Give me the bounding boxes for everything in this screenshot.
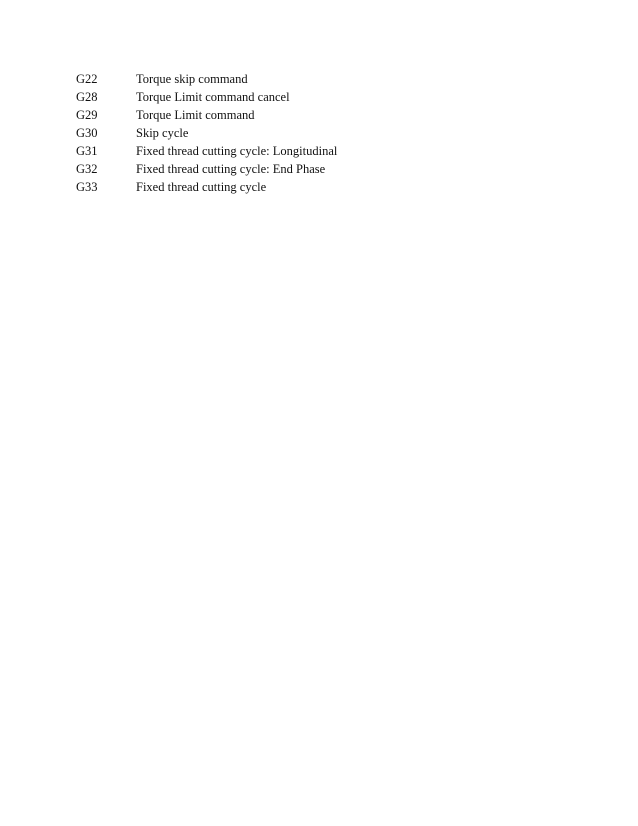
- gcode-code: G29: [76, 108, 98, 122]
- gcode-code: G22: [76, 72, 98, 86]
- table-row: [76, 124, 337, 142]
- gcode-code: G28: [76, 90, 98, 104]
- table-row: [76, 70, 337, 88]
- gcode-table: [76, 70, 337, 196]
- table-row: [76, 160, 337, 178]
- gcode-code: G31: [76, 144, 98, 158]
- table-row: [76, 106, 337, 124]
- gcode-description: Fixed thread cutting cycle: Longitudinal: [136, 144, 338, 158]
- gcode-code: G32: [76, 162, 98, 176]
- table-row: [76, 142, 337, 160]
- gcode-description: Skip cycle: [136, 126, 189, 140]
- gcode-description: Fixed thread cutting cycle: End Phase: [136, 162, 326, 176]
- table-row: [76, 88, 337, 106]
- gcode-code: G30: [76, 126, 98, 140]
- gcode-description: Torque Limit command: [136, 108, 255, 122]
- gcode-description: Fixed thread cutting cycle: [136, 180, 267, 194]
- gcode-description: Torque Limit command cancel: [136, 90, 290, 104]
- table-row: [76, 178, 337, 196]
- gcode-code: G33: [76, 180, 98, 194]
- gcode-description: Torque skip command: [136, 72, 248, 86]
